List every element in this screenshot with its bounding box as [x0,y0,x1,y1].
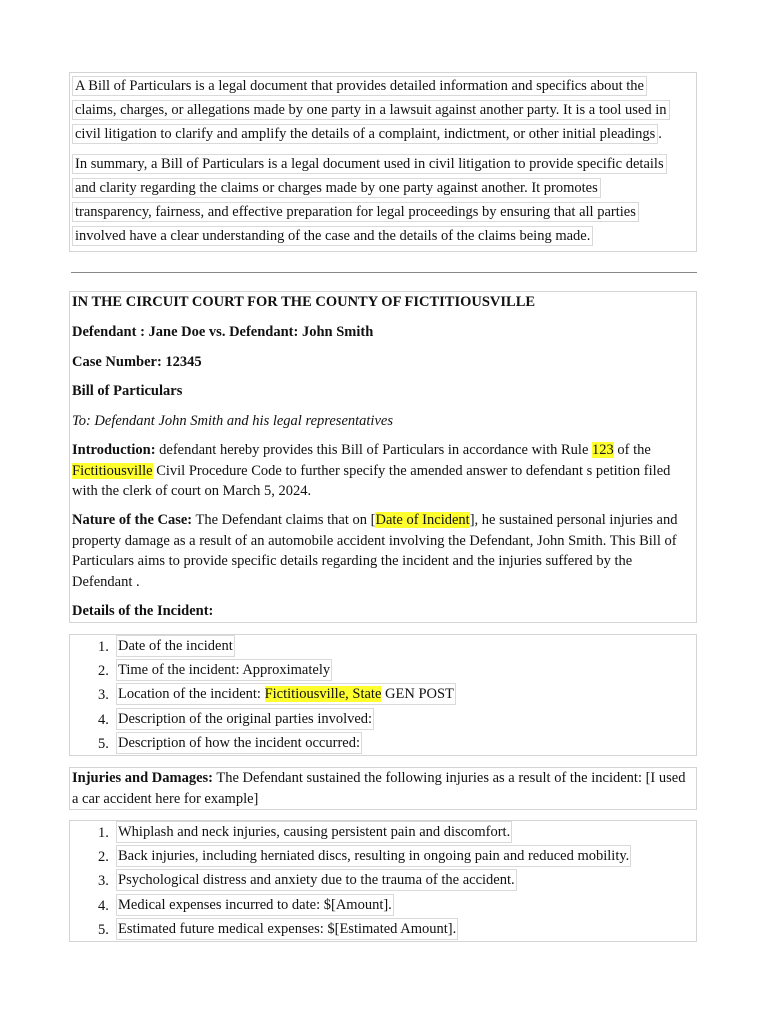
nature-text-2: ], he sustained personal injuries and property damage as a result of an automobile accident involving the Defendant, John Smith. This Bill of Particulars aims to provide specific details regarding the incident and the injuries suffered by the Defendant . [72,512,678,590]
list-number: 2. [98,663,109,680]
list-number: 2. [98,849,109,866]
list-item [98,659,696,683]
list-number: 3. [98,687,109,704]
divider [71,272,697,273]
text-line: transparency, fairness, and effective preparation for legal proceedings by ensuring that all parties [72,202,639,222]
list-item [98,845,696,869]
list-text: Psychological distress and anxiety due to the trauma of the accident. [116,869,517,891]
intro-text-3: Civil Procedure Code to further specify the amended answer to defendant s petition filed with the clerk of court on March 5, 2024. [72,462,671,499]
list-item [98,869,696,893]
addressee-line: To: Defendant John Smith and his legal representatives [72,413,393,429]
list-item [98,708,696,732]
location-highlight: Fictitiousville, State [264,686,382,703]
list-number: 5. [98,921,109,938]
list-text: Description of the original parties involved: [116,708,374,730]
injuries-text: The Defendant sustained the following injuries as a result of the incident: [I used a car accident here for example] [72,770,686,807]
text-line: civil litigation to clarify and amplify the details of a complaint, indictment, or other initial pleadings [72,124,658,144]
list-text: Back injuries, including herniated discs, resulting in ongoing pain and reduced mobility. [116,845,631,867]
intro-text-1: defendant hereby provides this Bill of Particulars in accordance with Rule [155,442,593,458]
details-heading: Details of the Incident: [72,603,214,619]
list-text: Estimated future medical expenses: $[Estimated Amount]. [116,918,458,940]
incident-details-list [69,634,697,756]
list-item [98,821,696,845]
list-item [98,918,696,942]
intro-paragraph-2 [72,152,694,248]
nature-label: Nature of the Case: [72,512,193,528]
list-number: 4. [98,897,109,914]
injuries-label: Injuries and Damages: [72,770,213,786]
text-line: claims, charges, or allegations made by one party in a lawsuit against another party. It is a tool used in [72,100,670,120]
list-text: Whiplash and neck injuries, causing persistent pain and discomfort. [116,821,512,843]
text-line: In summary, a Bill of Particulars is a legal document used in civil litigation to provide specific details [72,154,667,174]
intro-section [69,72,697,252]
introduction-label: Introduction: [72,442,156,458]
case-number: Case Number: 12345 [72,354,202,370]
nature-paragraph [72,510,694,601]
intro-paragraph-1 [72,74,694,146]
introduction-paragraph [72,440,694,510]
location-label: Location of the incident: [118,686,265,703]
text-line: involved have a clear understanding of the case and the details of the claims being made. [72,226,593,246]
list-item [98,635,696,659]
text-line: A Bill of Particulars is a legal document that provides detailed information and specifics about the [72,76,647,96]
list-text: Description of how the incident occurred: [116,732,362,754]
injuries-list [69,820,697,942]
nature-text-1: The Defendant claims that on [ [192,512,376,528]
list-number: 5. [98,735,109,752]
list-number: 4. [98,711,109,728]
list-text [116,683,456,705]
parties-line: Defendant : Jane Doe vs. Defendant: John Smith [72,324,374,340]
list-number: 3. [98,873,109,890]
rule-number: 123 [592,442,614,458]
list-text: Date of the incident [116,635,235,657]
place-name: Fictitiousville [72,462,153,479]
document-title: Bill of Particulars [72,383,183,399]
text-line: and clarity regarding the claims or charges made by one party against another. It promotes [72,178,601,198]
list-number: 1. [98,825,109,841]
list-text: Medical expenses incurred to date: $[Amount]. [116,894,394,916]
list-text: Time of the incident: Approximately [116,659,332,681]
list-item [98,732,696,756]
injuries-paragraph [69,767,697,810]
court-heading: IN THE CIRCUIT COURT FOR THE COUNTY OF FICTITIOUSVILLE [72,294,536,310]
location-suffix: GEN POST [381,686,454,703]
bill-body [69,291,697,623]
list-item [98,894,696,918]
text-tail: . [658,126,662,142]
incident-date-placeholder: Date of Incident [375,512,470,528]
list-item [98,683,696,707]
list-number: 1. [98,639,109,655]
intro-text-2: of the [613,442,651,458]
